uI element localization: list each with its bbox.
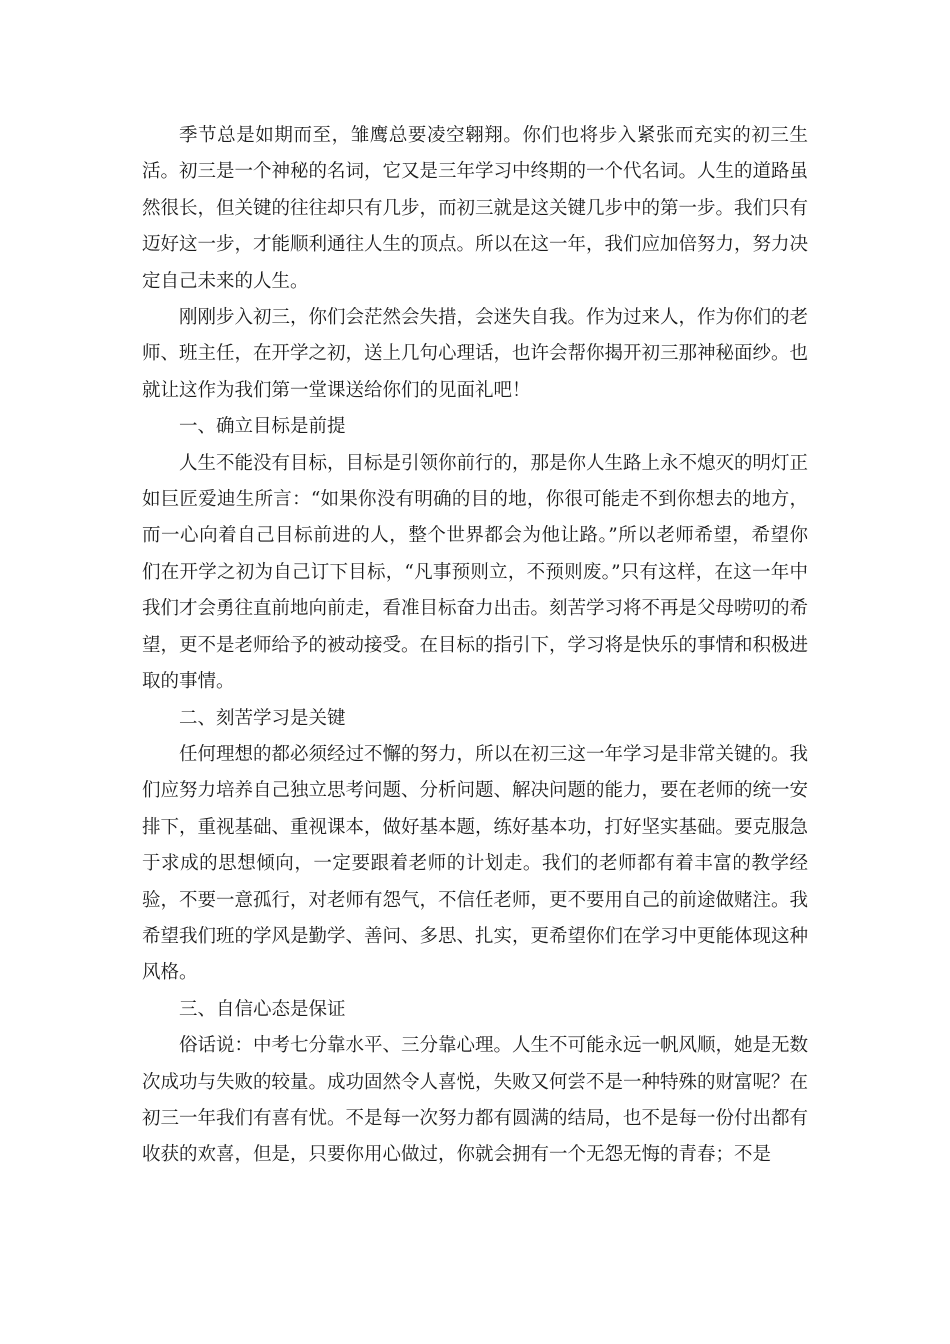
paragraph-confidence: 俗话说：中考七分靠水平、三分靠心理。人生不可能永远一帆风顺，她是无数次成功与失败的较量。成功固然令人喜悦，失败又何尝不是一种特殊的财富呢？在初三一年我们有喜有忧。不是每一次努力都有圆满的结局，也不是每一份付出都有收获的欢喜，但是，只要你用心做过，你就会拥有一个无怨无悔的青春；不是 — [142, 1035, 809, 1166]
section-heading-study: 二、刻苦学习是关键 — [179, 707, 346, 729]
section-heading-goals: 一、确立目标是前提 — [179, 416, 346, 438]
document-body — [142, 118, 808, 1174]
paragraph-opening-words: 刚刚步入初三，你们会茫然会失措，会迷失自我。作为过来人，作为你们的老师、班主任，在开学之初，送上几句心理话，也许会帮你揭开初三那神秘面纱。也就让这作为我们第一堂课送给你们的见面礼吧！ — [142, 307, 809, 401]
paragraph-study: 任何理想的都必须经过不懈的努力，所以在初三这一年学习是非常关键的。我们应努力培养自己独立思考问题、分析问题、解决问题的能力，要在老师的统一安排下，重视基础、重视课本，做好基本题，练好基本功，打好坚实基础。要克服急于求成的思想倾向，一定要跟着老师的计划走。我们的老师都有着丰富的教学经验，不要一意孤行，对老师有怨气，不信任老师，更不要用自己的前途做赌注。我希望我们班的学风是勤学、善问、多思、扎实，更希望你们在学习中更能体现这种风格。 — [142, 743, 809, 984]
paragraph-goals: 人生不能没有目标，目标是引领你前行的，那是你人生路上永不熄灭的明灯正如巨匠爱迪生所言：“如果你没有明确的目的地，你很可能走不到你想去的地方，而一心向着自己目标前进的人，整个世界都会为他让路。”所以老师希望，希望你们在开学之初为自己订下目标，“凡事预则立，不预则废。”只有这样，在这一年中我们才会勇往直前地向前走，看准目标奋力出击。刻苦学习将不再是父母唠叨的希望，更不是老师给予的被动接受。在目标的指引下，学习将是快乐的事情和积极进取的事情。 — [142, 452, 809, 693]
section-heading-confidence: 三、自信心态是保证 — [179, 998, 346, 1020]
paragraph-intro: 季节总是如期而至，雏鹰总要凌空翱翔。你们也将步入紧张而充实的初三生活。初三是一个神秘的名词，它又是三年学习中终期的一个代名词。人生的道路虽然很长，但关键的往往却只有几步，而初三就是这关键几步中的第一步。我们只有迈好这一步，才能顺利通往人生的顶点。所以在这一年，我们应加倍努力，努力决定自己未来的人生。 — [142, 125, 809, 292]
